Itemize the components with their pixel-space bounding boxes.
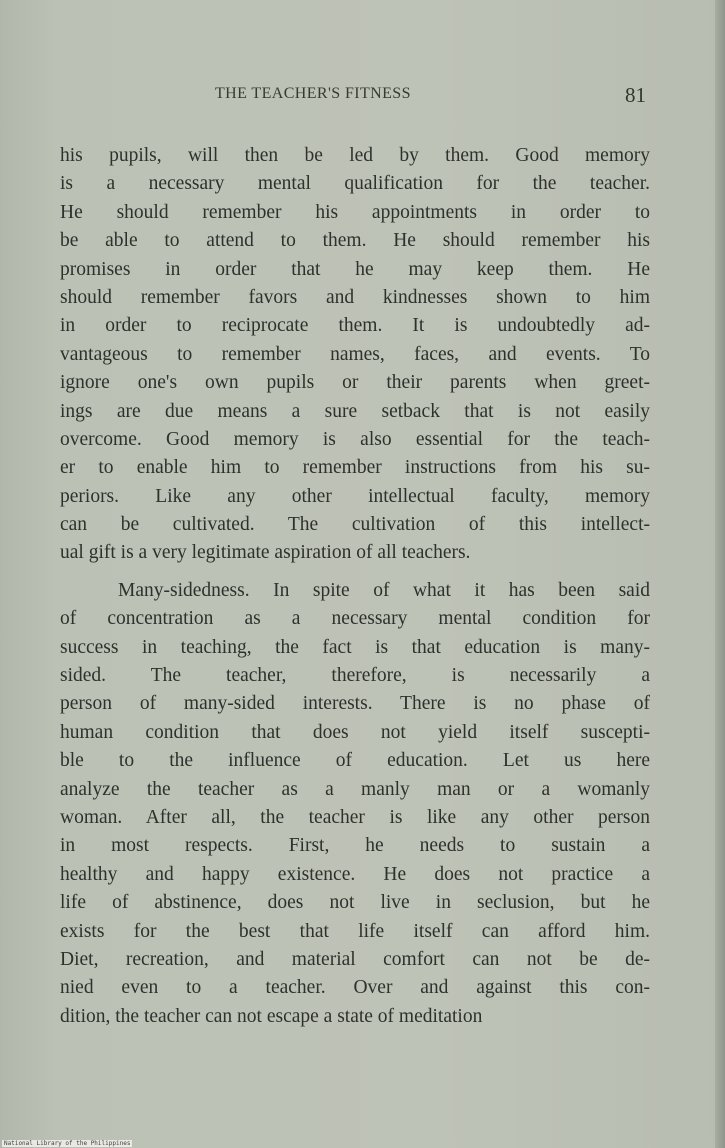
paragraph (60, 142, 650, 568)
text-line: woman. After all, the teacher is like any other person (60, 806, 650, 828)
text-line: sided. The teacher, therefore, is necessarily a (60, 665, 650, 687)
text-line: of concentration as a necessary mental condition for (60, 608, 650, 630)
text-line: Many-sidedness. In spite of what it has been said (118, 579, 650, 601)
text-line: analyze the teacher as a manly man or a womanly (60, 778, 650, 800)
text-line: in most respects. First, he needs to sustain a (60, 835, 650, 857)
text-line: ignore one's own pupils or their parents when greet- (60, 372, 650, 394)
text-line: human condition that does not yield itself suscepti- (60, 721, 650, 743)
running-title: THE TEACHER'S FITNESS (215, 85, 411, 102)
text-line: ings are due means a sure setback that is not easily (60, 400, 650, 422)
text-line: person of many-sided interests. There is no phase of (60, 693, 650, 715)
text-line: promises in order that he may keep them. He (60, 258, 650, 280)
text-line: dition, the teacher can not escape a state of meditation (60, 1005, 483, 1027)
paragraph (60, 577, 650, 1031)
text-line: nied even to a teacher. Over and against this con- (60, 977, 650, 999)
paragraph-gap (60, 568, 650, 577)
text-line: er to enable him to remember instructions from his su- (60, 457, 650, 479)
text-line: can be cultivated. The cultivation of this intellect- (60, 514, 650, 536)
text-line: his pupils, will then be led by them. Good memory (60, 145, 650, 166)
text-line: healthy and happy existence. He does not practice a (60, 863, 650, 885)
library-watermark: National Library of the Philippines (4, 1140, 131, 1147)
text-line: should remember favors and kindnesses shown to him (60, 286, 650, 308)
page-edge (715, 0, 725, 1148)
text-line: success in teaching, the fact is that education is many- (60, 636, 650, 658)
page-header (60, 85, 650, 113)
text-line: exists for the best that life itself can afford him. (60, 920, 650, 942)
page-number: 81 (625, 83, 646, 107)
text-line: He should remember his appointments in order to (60, 201, 650, 223)
text-line: be able to attend to them. He should remember his (60, 230, 650, 252)
text-line: in order to reciprocate them. It is undoubtedly ad- (60, 315, 650, 337)
text-line: ual gift is a very legitimate aspiration of all teachers. (60, 542, 471, 564)
text-line: vantageous to remember names, faces, and events. To (60, 343, 650, 365)
text-line: is a necessary mental qualification for the teacher. (60, 173, 650, 195)
text-line: life of abstinence, does not live in seclusion, but he (60, 892, 650, 914)
text-line: periors. Like any other intellectual faculty, memory (60, 485, 650, 507)
text-line: ble to the influence of education. Let us here (60, 750, 650, 772)
body-text (60, 142, 650, 1031)
text-line: overcome. Good memory is also essential for the teach- (60, 428, 650, 450)
text-line: Diet, recreation, and material comfort can not be de- (60, 948, 650, 970)
